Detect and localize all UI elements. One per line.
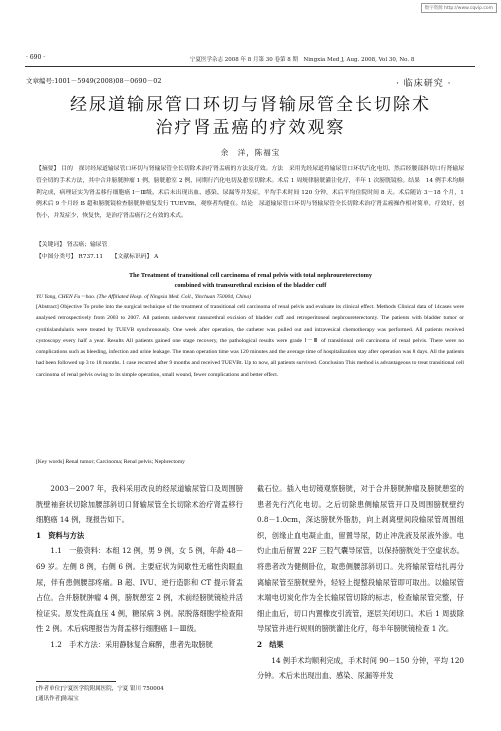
abstract-en [36, 302, 464, 381]
keywords-zh: 【关键词】 肾盂癌；输尿管 [36, 242, 108, 248]
article-number: 文章编号:1001－5949(2008)08－0690－02 [26, 77, 162, 85]
surgical-method-paragraph: 1.2 手术方法：采用静脉复合麻醉，患者先取膀胱 [50, 639, 213, 649]
intro-paragraph: 2003－2007 年，我科采用改良的经尿道输尿管口及周围膀胱壁袖套状切除加腰部斜切口肾输尿管全长切除术治疗肾盂移行细胞癌 14 例，现报告如下。 [36, 484, 243, 525]
authors-en: YU Yang, CHEN Fu－bao. (The Affiliated Hosp. of Ningxia Med. Coll., Yinchuan 750004, China) [36, 294, 252, 300]
general-data-paragraph: 1.1 一般资料：本组 12 例，男 9 例，女 5 例，年龄 48－69 岁。左侧 8 例，右侧 6 例。主要症状为间歇性无痛性肉眼血尿，伴有患侧腰部疼痛。B 超、IVU、逆行造影和 CT 提示肾盂占位。合并膀胱肿瘤 4 例，膀胱憩室 2 例，术前经膀胱镜检并活检证实。原发性高血压 4 例，糖尿病 3 例。尿脱落细胞学检查阳性 2 例。术后病理报告为肾盂移行细胞癌 Ⅰ－Ⅲ级。 [36, 546, 243, 634]
title-en-line-2: combined with transurethral excision of the bladder cuff [174, 282, 327, 289]
keywords-en: [Key words] Renal tumor; Carcinoma; Renal pelvis; Nephrectomy [36, 459, 185, 465]
results-paragraph: 14 例手术均顺利完成，手术时间 90－150 分钟，平均 120 分钟。术后未出现出血、感染、尿漏等并发 [257, 655, 464, 681]
heading-results: 2 结果 [257, 639, 284, 649]
title-line-1: 经尿道输尿管口环切与肾输尿管全长切除术 [70, 95, 431, 115]
page-number: · 690 · [26, 54, 46, 61]
source-stamp: 数字资源 http://www.cqvip.com [421, 3, 497, 13]
abstract-zh-text: 【摘要】 目的 探讨经尿道输尿管口环切与肾输尿管全长切除术治疗肾盂癌的方法及疗效。方法 采用先经尿道将输尿管口环状汽化电切，然后经腰部斜切口行肾输尿管全切的手术方法，其中合并膀胱肿瘤 1 例，膀胱憩室 2 例，同期行汽化电切及憩室切除术。术后 1 周规律膀胱灌注化疗，半年 1 次膀胱镜检。结果 14 例手术均顺利完成，病理证实为肾盂移行细胞癌 Ⅰ－Ⅲ级。术后未出现出血、感染、尿漏等并发症，平均手术时间 120 分钟，术后平均住院时间 8 天。术后随访 3－18 个月，1 例术后 9 个月经 B 超和膀胱镜检查膀胱肿瘤复发行 TUEVBt，观察者均健在。结论 尿道输尿管口环切与肾输尿管全长切除术治疗肾盂癌操作相对简单，疗效好，创伤小，并发症少，恢复快，是治疗肾盂癌行之有效的术式。 [36, 166, 464, 220]
body-column-right [257, 481, 464, 684]
footnote-corresponding: [通讯作者]陈福宝 [36, 696, 79, 702]
abstract-en-text: [Abstract] Objective To probe into the surgical technique of the treatment of transitional cell carcinoma of renal pelvis and evaluate its clinical effect. Methods Clinical data of 14cases were analysed retrospectively from 2003 to 2007. All patients underwent ransurethral excision of bladder cuff and retroperitoneal nephroureterectomy. The patients with bladder tumor or cystitislandularis were treated by TUEVB synchronously. One week after operation, the catheter was pulled out and intravesical chemotherapy was performed. All patients received cystoscopy every half a year. Results All patients gained one stage recovery, the pathological results were grade Ⅰ－Ⅲ of transitional cell carcinoma of renal pelvis. There were no complications such as bleeding, infection and urine leakage. The mean operation time was 120 minutes and the average time of hospitalization stay after operation was 8 days. All the patients had been followed up 3 to 18 months. 1 case recurred after 9 months and received TUEVBt. Up to now, all patients survived. Conclusion This method is advantageous to treat transitional cell carcinoma of renal pelvis owing to its simple operation, small wound, fewer complications and better effect. [36, 304, 464, 378]
section-label: · 临床研究 · [396, 79, 452, 89]
heading-materials-methods: 1 资料与方法 [36, 530, 85, 540]
header-rule [25, 66, 475, 67]
journal-header: 宁夏医学杂志 2008 年 8 月第 30 卷第 8 期 Ningxia Med J, Aug. 2008, Vol 30, No. 8 [190, 57, 415, 63]
abstract-zh [36, 164, 464, 223]
surgical-method-continued: 截石位。插入电切镜观察膀胱，对于合并膀胱肿瘤及膀胱憩室的患者先行汽化电切。之后切除患侧输尿管开口及周围膀胱壁约 0.8－1.0cm，深达膀胱外脂肪，向上剥离壁间段输尿管周围组织，创缘止血电凝止血，留置导尿，防止冲洗液及尿液外渗。电灼止血后留置 22F 三腔气囊导尿管，以保持膀胱处于空虚状态。将患者改为健侧卧位，取患侧腰部斜切口。先将输尿管结扎再分离输尿管至膀胱壁外，轻轻上提整段输尿管即可取出。以输尿管末端电切炭化作为全长输尿管切除的标志，检查输尿管完整，仔细止血后，切口内置橡皮引流管，逐层关闭切口。术后 1 周拔除导尿管并进行规则的膀胱灌注化疗，每半年膀胱镜检查 1 次。 [257, 484, 464, 634]
footnote-affiliation: [作者单位]宁夏医学院附属医院，宁夏 银川 750004 [36, 686, 164, 692]
authors: 余 洋，陈福宝 [220, 148, 281, 157]
title-en-line-1: The Treatment of transitional cell carcinoma of renal pelvis with total nephroureterectomy [128, 272, 373, 279]
title-line-2: 治疗肾盂癌的疗效观察 [155, 118, 346, 138]
footnote-rule [36, 681, 116, 682]
body-column-left [36, 481, 243, 653]
classification-line: 【中图分类号】 R737.11 【文献标识码】 A [36, 254, 159, 260]
